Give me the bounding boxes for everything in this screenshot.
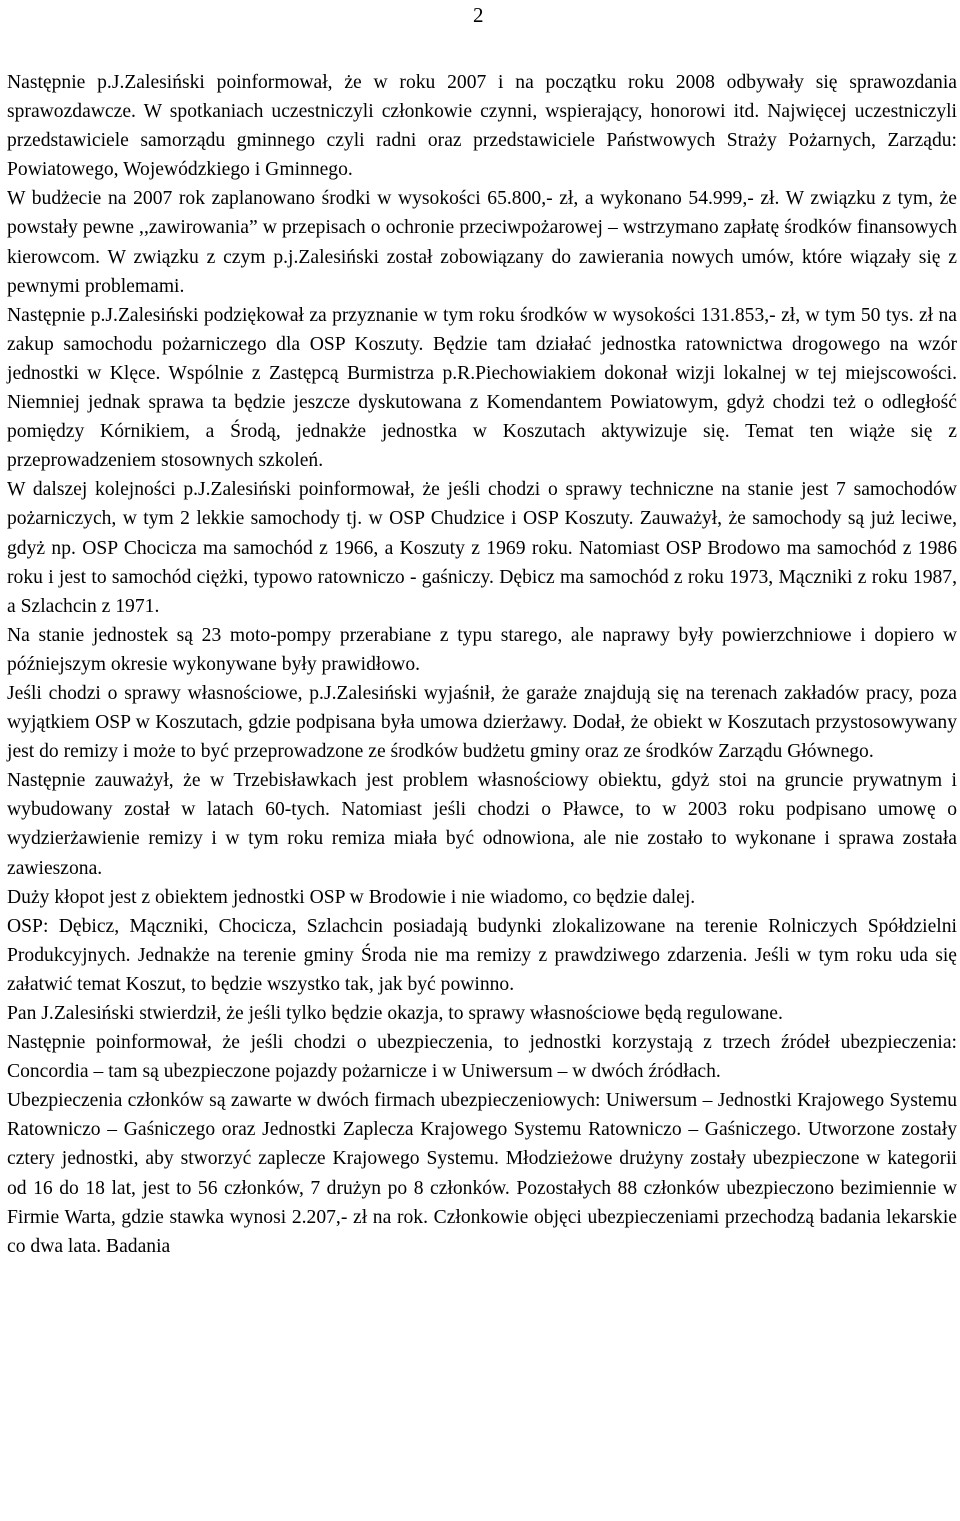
page-number: 2 [473,3,484,27]
paragraph-trzebislawki: Następnie zauważył, że w Trzebisławkach jest problem własnościowy obiektu, gdyż stoi na gruncie prywatnym i wybudowany został w latach 60-tych. Natomiast jeśli chodzi o Pławce, to w 2003 roku podpisano umowę o wydzierżawienie remizy i w tym roku remiza miała być odnowiona, ale nie zostało to wykonane i sprawa została zawieszona. [7,770,957,879]
paragraph-member-insurance: Ubezpieczenia członków są zawarte w dwóch firmach ubezpieczeniowych: Uniwersum – Jednostki Krajowego Systemu Ratowniczo – Gaśniczego oraz Jednostki Zaplecza Krajowego Systemu Ratowniczo – Gaśniczego. Utworzone zostały cztery jednostki, aby stworzyć zaplecze Krajowego Systemu. Młodzieżowe drużyny zostały ubezpieczone w kategorii od 16 do 18 lat, jest to 56 członków, 7 drużyn po 8 członków. Pozostałych 88 członków ubezpieczono bezimiennie w Firmie Warta, gdzie stawka wynosi 2.207,- zł na rok. Członkowie objęci ubezpieczeniami przechodzą badania lekarskie co dwa lata. Badania [7,1090,957,1257]
paragraph-vehicles: W dalszej kolejności p.J.Zalesiński poinformował, że jeśli chodzi o sprawy techniczne na stanie jest 7 samochodów pożarniczych, w tym 2 lekkie samochody tj. w OSP Chudzice i OSP Koszuty. Zauważył, że samochody są już leciwe, gdyż np. OSP Chocicza ma samochód z 1966, a Koszuty z 1969 roku. Natomiast OSP Brodowo ma samochód z 1986 roku i jest to samochód ciężki, typowo ratowniczo - gaśniczy. Dębicz ma samochód z roku 1973, Mączniki z roku 1987, a Szlachcin z 1971. [7,479,957,617]
paragraph-ownership: Jeśli chodzi o sprawy własnościowe, p.J.Zalesiński wyjaśnił, że garaże znajdują się na terenach zakładów pracy, poza wyjątkiem OSP w Koszutach, gdzie podpisana była umowa dzierżawy. Dodał, że obiekt w Koszutach przystosowywany jest do remizy i może to być przeprowadzone ze środków budżetu gminy oraz ze środków Zarządu Głównego. [7,682,957,763]
document-body [7,68,957,1261]
paragraph-insurance-sources: Następnie poinformował, że jeśli chodzi o ubezpieczenia, to jednostki korzystają z trzech źródeł ubezpieczenia: Concordia – tam są ubezpieczone pojazdy pożarnicze i w Uniwersum – w dwóch źródłach. [7,1032,957,1083]
paragraph-funds: Następnie p.J.Zalesiński podziękował za przyznanie w tym roku środków w wysokości 131.853,- zł, w tym 50 tys. zł na zakup samochodu pożarniczego dla OSP Koszuty. Będzie tam działać jednostka ratownictwa drogowego na wzór jednostki w Klęce. Wspólnie z Zastępcą Burmistrza p.R.Piechowiakiem dokonał wizji lokalnej w tej miejscowości. Niemniej jednak sprawa ta będzie jeszcze dyskutowana z Komendantem Powiatowym, gdyż chodzi też o odległość pomiędzy Kórnikiem, a Środą, jednakże jednostka w Koszutach aktywizuje się. Temat ten wiąże się z przeprowadzeniem stosownych szkoleń. [7,304,957,472]
paragraph-brodowo: Duży kłopot jest z obiektem jednostki OSP w Brodowie i nie wiadomo, co będzie dalej. [7,886,696,908]
paragraph-regulation: Pan J.Zalesiński stwierdził, że jeśli tylko będzie okazja, to sprawy własnościowe będą regulowane. [7,1003,783,1024]
paragraph-budget: W budżecie na 2007 rok zaplanowano środki w wysokości 65.800,- zł, a wykonano 54.999,- zł. W związku z tym, że powstały pewne ,,zawirowania” w przepisach o ochronie przeciwpożarowej – wstrzymano zapłatę środków finansowych kierowcom. W związku z czym p.j.Zalesiński został zobowiązany do zawierania nowych umów, które wiązały się z pewnymi problemami. [7,188,957,297]
paragraph-pumps: Na stanie jednostek są 23 moto-pompy przerabiane z typu starego, ale naprawy były powierzchniowe i dopiero w późniejszym okresie wykonywane były prawidłowo. [7,624,957,675]
paragraph-osp-buildings: OSP: Dębicz, Mączniki, Chocicza, Szlachcin posiadają budynki zlokalizowane na terenie Rolniczych Spółdzielni Produkcyjnych. Jednakże na terenie gminy Środa nie ma remizy z prawdziwego zdarzenia. Jeśli w tym roku uda się załatwić temat Koszut, to będzie wszystko tak, jak być powinno. [7,915,957,995]
paragraph-meetings: Następnie p.J.Zalesiński poinformował, że w roku 2007 i na początku roku 2008 odbywały się sprawozdania sprawozdawcze. W spotkaniach uczestniczyli członkowie czynni, wspierający, honorowi itd. Najwięcej uczestniczyli przedstawiciele samorządu gminnego czyli radni oraz przedstawiciele Państwowych Straży Pożarnych, Zarządu: Powiatowego, Wojewódzkiego i Gminnego. [7,72,957,181]
